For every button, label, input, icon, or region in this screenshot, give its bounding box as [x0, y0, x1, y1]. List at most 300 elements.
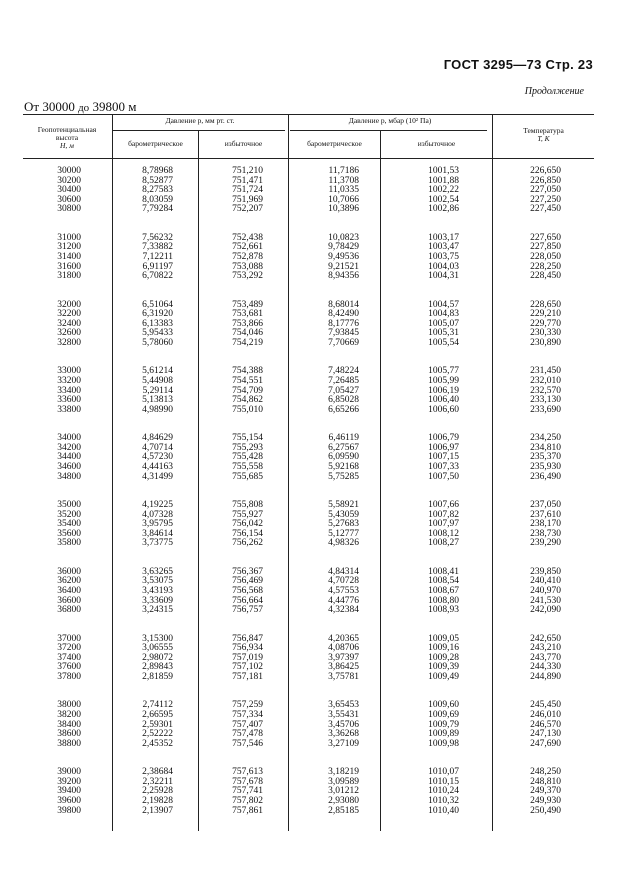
- pressure-mm-excess-cell: 753,866: [232, 318, 263, 329]
- table-row: [0, 520, 618, 530]
- temperature-cell: 242,090: [530, 605, 561, 616]
- height-cell: 31800: [57, 271, 81, 282]
- height-cell: 37600: [57, 662, 81, 673]
- range-unit: м: [128, 99, 137, 114]
- height-cell: 38800: [57, 738, 81, 749]
- height-cell: 30600: [57, 194, 81, 205]
- pressure-mm-excess-cell: 753,681: [232, 309, 263, 320]
- pressure-mm-excess-cell: 754,862: [232, 395, 263, 406]
- height-cell: 33600: [57, 395, 81, 406]
- table-row: [0, 473, 618, 483]
- pressure-mbar-barometric-cell: 7,70669: [328, 337, 359, 348]
- pressure-mbar-barometric-cell: 11,3708: [328, 175, 359, 186]
- pressure-mm-barometric-cell: 8,03059: [142, 194, 173, 205]
- pressure-mm-excess-cell: 756,042: [232, 519, 263, 530]
- pressure-mm-excess-cell: 754,709: [232, 385, 263, 396]
- pressure-mbar-excess-cell: 1005,99: [428, 375, 459, 386]
- pressure-mbar-excess-cell: 1007,15: [428, 452, 459, 463]
- row-group: [0, 701, 618, 749]
- height-cell: 32200: [57, 309, 81, 320]
- row-group: [0, 501, 618, 549]
- pressure-mm-barometric-cell: 3,33609: [142, 595, 173, 606]
- pressure-mm-barometric-cell: 2,25928: [142, 786, 173, 797]
- pressure-mm-barometric-cell: 3,24315: [142, 605, 173, 616]
- height-cell: 39600: [57, 795, 81, 806]
- pressure-mm-excess-cell: 752,438: [232, 232, 263, 243]
- temperature-cell: 246,570: [530, 719, 561, 730]
- table-row: [0, 320, 618, 330]
- pressure-mm-excess-cell: 754,219: [232, 337, 263, 348]
- pressure-mm-barometric-cell: 4,98990: [142, 404, 173, 415]
- pressure-mm-barometric-cell: 2,45352: [142, 738, 173, 749]
- range-to-word: до: [78, 102, 90, 114]
- table-row: [0, 539, 618, 549]
- table-row: [0, 234, 618, 244]
- temperature-cell: 234,810: [530, 442, 561, 453]
- table-row: [0, 396, 618, 406]
- table-row: [0, 339, 618, 349]
- pressure-mm-barometric-cell: 7,56232: [142, 232, 173, 243]
- pressure-mm-excess-cell: 757,802: [232, 795, 263, 806]
- temperature-cell: 226,650: [530, 166, 561, 176]
- pressure-mm-header: Давление p, мм рт. ст.: [165, 116, 235, 125]
- temperature-cell: 239,850: [530, 566, 561, 577]
- pressure-mm-barometric-cell: 5,29114: [142, 385, 173, 396]
- temperature-cell: 244,330: [530, 662, 561, 673]
- pressure-mbar-excess-cell: 1008,93: [428, 605, 459, 616]
- pressure-mbar-barometric-cell: 8,68014: [328, 299, 359, 310]
- table-row: [0, 530, 618, 540]
- pressure-mm-excess-cell: 757,181: [232, 671, 263, 682]
- pressure-mm-barometric-cell: 2,98072: [142, 652, 173, 663]
- pressure-mbar-barometric-cell: 3,27109: [328, 738, 359, 749]
- barometric-mbar-header: барометрическое: [307, 139, 362, 148]
- height-cell: 34400: [57, 452, 81, 463]
- height-cell: 31200: [57, 242, 81, 253]
- table-row: [0, 768, 618, 778]
- pressure-mm-barometric-cell: 2,74112: [142, 700, 173, 711]
- pressure-mbar-excess-cell: 1007,66: [428, 500, 459, 510]
- excess-mm-header: избыточное: [224, 139, 263, 148]
- header-line: H, м: [60, 141, 74, 150]
- pressure-mbar-excess-cell: 1003,17: [428, 232, 459, 243]
- table-row: [0, 730, 618, 740]
- temperature-cell: 242,650: [530, 633, 561, 644]
- pressure-mbar-excess-cell: 1006,97: [428, 442, 459, 453]
- temperature-cell: 227,850: [530, 242, 561, 253]
- temperature-cell: 232,010: [530, 375, 561, 386]
- table-row: [0, 807, 618, 817]
- pressure-mbar-barometric-cell: 6,46119: [328, 433, 359, 444]
- height-cell: 31600: [57, 261, 81, 272]
- standard-reference: ГОСТ 3295—73 Стр. 23: [443, 57, 593, 72]
- pressure-mbar-excess-cell: 1009,89: [428, 729, 459, 740]
- pressure-mbar-excess-cell: 1008,80: [428, 595, 459, 606]
- pressure-mm-barometric-cell: 4,19225: [142, 500, 173, 510]
- table-row: [0, 167, 618, 177]
- pressure-mm-excess-cell: 751,210: [232, 166, 263, 176]
- pressure-mbar-barometric-cell: 3,75781: [328, 671, 359, 682]
- pressure-mbar-excess-cell: 1009,69: [428, 709, 459, 720]
- temperature-cell: 249,930: [530, 795, 561, 806]
- pressure-mbar-barometric-cell: 3,86425: [328, 662, 359, 673]
- table-row: [0, 329, 618, 339]
- pressure-mbar-excess-cell: 1004,83: [428, 309, 459, 320]
- temperature-cell: 243,210: [530, 643, 561, 654]
- pressure-mbar-excess-cell: 1010,15: [428, 776, 459, 787]
- temperature-cell: 245,450: [530, 700, 561, 711]
- height-cell: 32800: [57, 337, 81, 348]
- pressure-mm-barometric-cell: 5,44908: [142, 375, 173, 386]
- header-bottom-rule: [23, 158, 594, 159]
- temperature-cell: 240,970: [530, 585, 561, 596]
- pressure-mm-excess-cell: 754,046: [232, 328, 263, 339]
- pressure-mbar-barometric-cell: 3,18219: [328, 767, 359, 778]
- pressure-mm-excess-cell: 755,428: [232, 452, 263, 463]
- table-row: [0, 177, 618, 187]
- header-line: высота: [55, 133, 79, 142]
- pressure-mm-excess-cell: 757,102: [232, 662, 263, 673]
- pressure-mbar-excess-cell: 1008,67: [428, 585, 459, 596]
- pressure-mm-excess-cell: 757,478: [232, 729, 263, 740]
- table-row: [0, 797, 618, 807]
- pressure-mbar-barometric-cell: 3,36268: [328, 729, 359, 740]
- height-cell: 33800: [57, 404, 81, 415]
- pressure-mm-excess-cell: 751,969: [232, 194, 263, 205]
- table-row: [0, 301, 618, 311]
- pressure-mbar-barometric-cell: 9,78429: [328, 242, 359, 253]
- pressure-mm-barometric-cell: 4,31499: [142, 471, 173, 482]
- geopotential-height-header: [24, 126, 110, 150]
- mbar-group-rule: [290, 130, 487, 131]
- pressure-mbar-barometric-cell: 11,0335: [328, 185, 359, 196]
- height-cell: 34600: [57, 461, 81, 472]
- pressure-mbar-excess-cell: 1008,54: [428, 576, 459, 587]
- pressure-mbar-barometric-cell: 3,97397: [328, 652, 359, 663]
- pressure-mbar-barometric-cell: 7,93845: [328, 328, 359, 339]
- pressure-mbar-excess-cell: 1005,07: [428, 318, 459, 329]
- pressure-mbar-barometric-cell: 5,75285: [328, 471, 359, 482]
- temperature-header: [493, 127, 594, 143]
- pressure-mbar-excess-cell: 1007,97: [428, 519, 459, 530]
- table-row: [0, 453, 618, 463]
- pressure-mm-excess-cell: 752,878: [232, 251, 263, 262]
- table-row: [0, 587, 618, 597]
- table-row: [0, 406, 618, 416]
- pressure-mbar-excess-cell: 1002,22: [428, 185, 459, 196]
- temperature-cell: 233,690: [530, 404, 561, 415]
- pressure-mm-excess-cell: 755,010: [232, 404, 263, 415]
- pressure-mbar-excess-cell: 1007,50: [428, 471, 459, 482]
- temperature-cell: 228,050: [530, 251, 561, 262]
- table-row: [0, 463, 618, 473]
- pressure-mm-barometric-cell: 2,52222: [142, 729, 173, 740]
- pressure-mm-excess-cell: 756,262: [232, 538, 263, 549]
- pressure-mbar-barometric-cell: 5,27683: [328, 519, 359, 530]
- height-cell: 33400: [57, 385, 81, 396]
- pressure-mm-barometric-cell: 4,70714: [142, 442, 173, 453]
- table-row: [0, 787, 618, 797]
- height-cell: 32000: [57, 299, 81, 310]
- pressure-mm-excess-cell: 757,741: [232, 786, 263, 797]
- pressure-mbar-barometric-cell: 3,09589: [328, 776, 359, 787]
- pressure-mm-excess-cell: 756,568: [232, 585, 263, 596]
- pressure-mm-barometric-cell: 2,81859: [142, 671, 173, 682]
- temperature-cell: 248,250: [530, 767, 561, 778]
- pressure-mm-barometric-cell: 8,52877: [142, 175, 173, 186]
- pressure-mbar-excess-cell: 1004,03: [428, 261, 459, 272]
- pressure-mbar-barometric-cell: 4,08706: [328, 643, 359, 654]
- pressure-mbar-barometric-cell: 10,3896: [328, 204, 359, 215]
- pressure-mbar-excess-cell: 1001,88: [428, 175, 459, 186]
- range-to-value: 39800: [92, 99, 125, 114]
- temperature-cell: 238,730: [530, 528, 561, 539]
- table-row: [0, 272, 618, 282]
- temperature-cell: 229,770: [530, 318, 561, 329]
- pressure-mbar-excess-cell: 1010,40: [428, 805, 459, 816]
- temperature-cell: 226,850: [530, 175, 561, 186]
- pressure-mm-excess-cell: 753,088: [232, 261, 263, 272]
- pressure-mbar-excess-cell: 1008,12: [428, 528, 459, 539]
- table-row: [0, 778, 618, 788]
- continuation-label: Продолжение: [524, 86, 584, 97]
- pressure-mm-excess-cell: 755,558: [232, 461, 263, 472]
- pressure-mm-excess-cell: 755,808: [232, 500, 263, 510]
- pressure-mbar-barometric-cell: 6,09590: [328, 452, 359, 463]
- height-cell: 35000: [57, 500, 81, 510]
- pressure-mm-excess-cell: 755,154: [232, 433, 263, 444]
- table-row: [0, 501, 618, 511]
- pressure-mbar-excess-cell: 1010,24: [428, 786, 459, 797]
- pressure-mm-barometric-cell: 8,27583: [142, 185, 173, 196]
- pressure-mm-barometric-cell: 6,70822: [142, 271, 173, 282]
- temperature-cell: 234,250: [530, 433, 561, 444]
- height-cell: 37200: [57, 643, 81, 654]
- pressure-mbar-barometric-cell: 2,93080: [328, 795, 359, 806]
- table-row: [0, 597, 618, 607]
- height-cell: 38000: [57, 700, 81, 711]
- temperature-cell: 249,370: [530, 786, 561, 797]
- pressure-mbar-excess-cell: 1005,54: [428, 337, 459, 348]
- pressure-mm-excess-cell: 752,661: [232, 242, 263, 253]
- height-cell: 39800: [57, 805, 81, 816]
- height-cell: 37800: [57, 671, 81, 682]
- pressure-mbar-excess-cell: 1008,27: [428, 538, 459, 549]
- pressure-mbar-barometric-cell: 4,84314: [328, 566, 359, 577]
- row-group: [0, 167, 618, 215]
- pressure-mbar-barometric-cell: 4,20365: [328, 633, 359, 644]
- pressure-mbar-barometric-cell: 3,45706: [328, 719, 359, 730]
- temperature-cell: 227,250: [530, 194, 561, 205]
- pressure-mm-barometric-cell: 5,78060: [142, 337, 173, 348]
- height-cell: 30000: [57, 166, 81, 176]
- height-cell: 30800: [57, 204, 81, 215]
- range-from: От 30000: [24, 99, 75, 114]
- pressure-mm-excess-cell: 757,407: [232, 719, 263, 730]
- pressure-mbar-barometric-cell: 11,7186: [328, 166, 359, 176]
- table-row: [0, 434, 618, 444]
- height-cell: 38400: [57, 719, 81, 730]
- pressure-mm-excess-cell: 756,664: [232, 595, 263, 606]
- temperature-cell: 237,050: [530, 500, 561, 510]
- temperature-cell: 228,450: [530, 271, 561, 282]
- height-cell: 38200: [57, 709, 81, 720]
- table-row: [0, 310, 618, 320]
- pressure-mbar-excess-cell: 1006,40: [428, 395, 459, 406]
- height-cell: 30400: [57, 185, 81, 196]
- table-row: [0, 644, 618, 654]
- header-line: Геопотенциальная: [37, 125, 97, 134]
- height-cell: 34000: [57, 433, 81, 444]
- barometric-mm-header: барометрическое: [128, 139, 183, 148]
- height-cell: 37000: [57, 633, 81, 644]
- height-cell: 39200: [57, 776, 81, 787]
- pressure-mm-barometric-cell: 7,33882: [142, 242, 173, 253]
- row-group: [0, 434, 618, 482]
- height-cell: 33000: [57, 366, 81, 377]
- height-cell: 38600: [57, 729, 81, 740]
- temperature-cell: 239,290: [530, 538, 561, 549]
- pressure-mm-excess-cell: 753,292: [232, 271, 263, 282]
- pressure-mm-barometric-cell: 2,66595: [142, 709, 173, 720]
- temperature-cell: 227,050: [530, 185, 561, 196]
- height-cell: 36600: [57, 595, 81, 606]
- pressure-mm-barometric-cell: 5,61214: [142, 366, 173, 377]
- height-cell: 35800: [57, 538, 81, 549]
- table-row: [0, 606, 618, 616]
- pressure-mm-barometric-cell: 2,19828: [142, 795, 173, 806]
- pressure-mbar-excess-cell: 1009,28: [428, 652, 459, 663]
- table-top-rule: [23, 114, 594, 115]
- pressure-mbar-barometric-cell: 7,05427: [328, 385, 359, 396]
- pressure-mbar-barometric-cell: 10,7066: [328, 194, 359, 205]
- temperature-cell: 250,490: [530, 805, 561, 816]
- pressure-mm-barometric-cell: 7,12211: [142, 251, 173, 262]
- pressure-mm-barometric-cell: 3,73775: [142, 538, 173, 549]
- table-row: [0, 205, 618, 215]
- header-line: T, K: [537, 134, 550, 143]
- header-line: Температура: [523, 126, 564, 135]
- pressure-mbar-excess-cell: 1002,54: [428, 194, 459, 205]
- table-row: [0, 711, 618, 721]
- table-row: [0, 186, 618, 196]
- pressure-mbar-barometric-cell: 10,0823: [328, 232, 359, 243]
- pressure-mbar-header: Давление p, мбар (10² Па): [348, 116, 432, 125]
- temperature-cell: 247,690: [530, 738, 561, 749]
- table-row: [0, 654, 618, 664]
- table-row: [0, 701, 618, 711]
- height-cell: 36400: [57, 585, 81, 596]
- pressure-mm-excess-cell: 755,685: [232, 471, 263, 482]
- pressure-mm-excess-cell: 751,471: [232, 175, 263, 186]
- pressure-mbar-excess-cell: 1008,41: [428, 566, 459, 577]
- pressure-mbar-barometric-cell: 6,27567: [328, 442, 359, 453]
- pressure-mbar-barometric-cell: 3,01212: [328, 786, 359, 797]
- pressure-mm-excess-cell: 754,388: [232, 366, 263, 377]
- pressure-mm-excess-cell: 757,613: [232, 767, 263, 778]
- row-group: [0, 234, 618, 282]
- pressure-mbar-barometric-cell: 5,43059: [328, 509, 359, 520]
- height-cell: 32400: [57, 318, 81, 329]
- pressure-mm-excess-cell: 756,367: [232, 566, 263, 577]
- height-cell: 35400: [57, 519, 81, 530]
- pressure-mm-excess-cell: 753,489: [232, 299, 263, 310]
- temperature-cell: 236,490: [530, 471, 561, 482]
- temperature-cell: 232,570: [530, 385, 561, 396]
- pressure-mbar-barometric-cell: 7,48224: [328, 366, 359, 377]
- pressure-mm-barometric-cell: 4,84629: [142, 433, 173, 444]
- temperature-cell: 235,930: [530, 461, 561, 472]
- table-row: [0, 387, 618, 397]
- height-cell: 34800: [57, 471, 81, 482]
- table-row: [0, 253, 618, 263]
- pressure-mbar-excess-cell: 1007,82: [428, 509, 459, 520]
- pressure-mm-excess-cell: 757,546: [232, 738, 263, 749]
- pressure-mm-excess-cell: 757,019: [232, 652, 263, 663]
- pressure-mm-excess-cell: 754,551: [232, 375, 263, 386]
- temperature-cell: 246,010: [530, 709, 561, 720]
- pressure-mm-barometric-cell: 5,13813: [142, 395, 173, 406]
- height-cell: 35600: [57, 528, 81, 539]
- temperature-cell: 240,410: [530, 576, 561, 587]
- pressure-mbar-barometric-cell: 9,49536: [328, 251, 359, 262]
- pressure-mm-barometric-cell: 3,53075: [142, 576, 173, 587]
- height-cell: 31000: [57, 232, 81, 243]
- temperature-cell: 244,890: [530, 671, 561, 682]
- pressure-mbar-barometric-cell: 5,92168: [328, 461, 359, 472]
- temperature-cell: 229,210: [530, 309, 561, 320]
- pressure-mm-barometric-cell: 2,38684: [142, 767, 173, 778]
- pressure-mm-barometric-cell: 6,51064: [142, 299, 173, 310]
- temperature-cell: 243,770: [530, 652, 561, 663]
- pressure-mbar-excess-cell: 1006,60: [428, 404, 459, 415]
- row-group: [0, 301, 618, 349]
- temperature-cell: 228,650: [530, 299, 561, 310]
- pressure-mbar-barometric-cell: 8,42490: [328, 309, 359, 320]
- pressure-mbar-barometric-cell: 6,65266: [328, 404, 359, 415]
- pressure-mbar-excess-cell: 1009,79: [428, 719, 459, 730]
- pressure-mm-barometric-cell: 4,44163: [142, 461, 173, 472]
- pressure-mbar-barometric-cell: 6,85028: [328, 395, 359, 406]
- pressure-mbar-excess-cell: 1009,98: [428, 738, 459, 749]
- table-row: [0, 243, 618, 253]
- row-group: [0, 768, 618, 816]
- pressure-mbar-excess-cell: 1006,19: [428, 385, 459, 396]
- pressure-mbar-excess-cell: 1004,31: [428, 271, 459, 282]
- pressure-mbar-barometric-cell: 4,57553: [328, 585, 359, 596]
- pressure-mbar-barometric-cell: 3,55431: [328, 709, 359, 720]
- pressure-mm-excess-cell: 756,847: [232, 633, 263, 644]
- table-row: [0, 577, 618, 587]
- pressure-mbar-excess-cell: 1005,77: [428, 366, 459, 377]
- pressure-mm-barometric-cell: 5,95433: [142, 328, 173, 339]
- table-row: [0, 635, 618, 645]
- temperature-cell: 238,170: [530, 519, 561, 530]
- pressure-mbar-excess-cell: 1007,33: [428, 461, 459, 472]
- pressure-mbar-barometric-cell: 4,98326: [328, 538, 359, 549]
- height-cell: 34200: [57, 442, 81, 453]
- pressure-mm-excess-cell: 756,469: [232, 576, 263, 587]
- temperature-cell: 237,610: [530, 509, 561, 520]
- pressure-mm-barometric-cell: 2,59301: [142, 719, 173, 730]
- pressure-mm-barometric-cell: 3,43193: [142, 585, 173, 596]
- pressure-mm-barometric-cell: 3,15300: [142, 633, 173, 644]
- pressure-mbar-barometric-cell: 8,94356: [328, 271, 359, 282]
- temperature-cell: 227,650: [530, 232, 561, 243]
- temperature-cell: 235,370: [530, 452, 561, 463]
- row-group: [0, 635, 618, 683]
- pressure-mm-barometric-cell: 7,79284: [142, 204, 173, 215]
